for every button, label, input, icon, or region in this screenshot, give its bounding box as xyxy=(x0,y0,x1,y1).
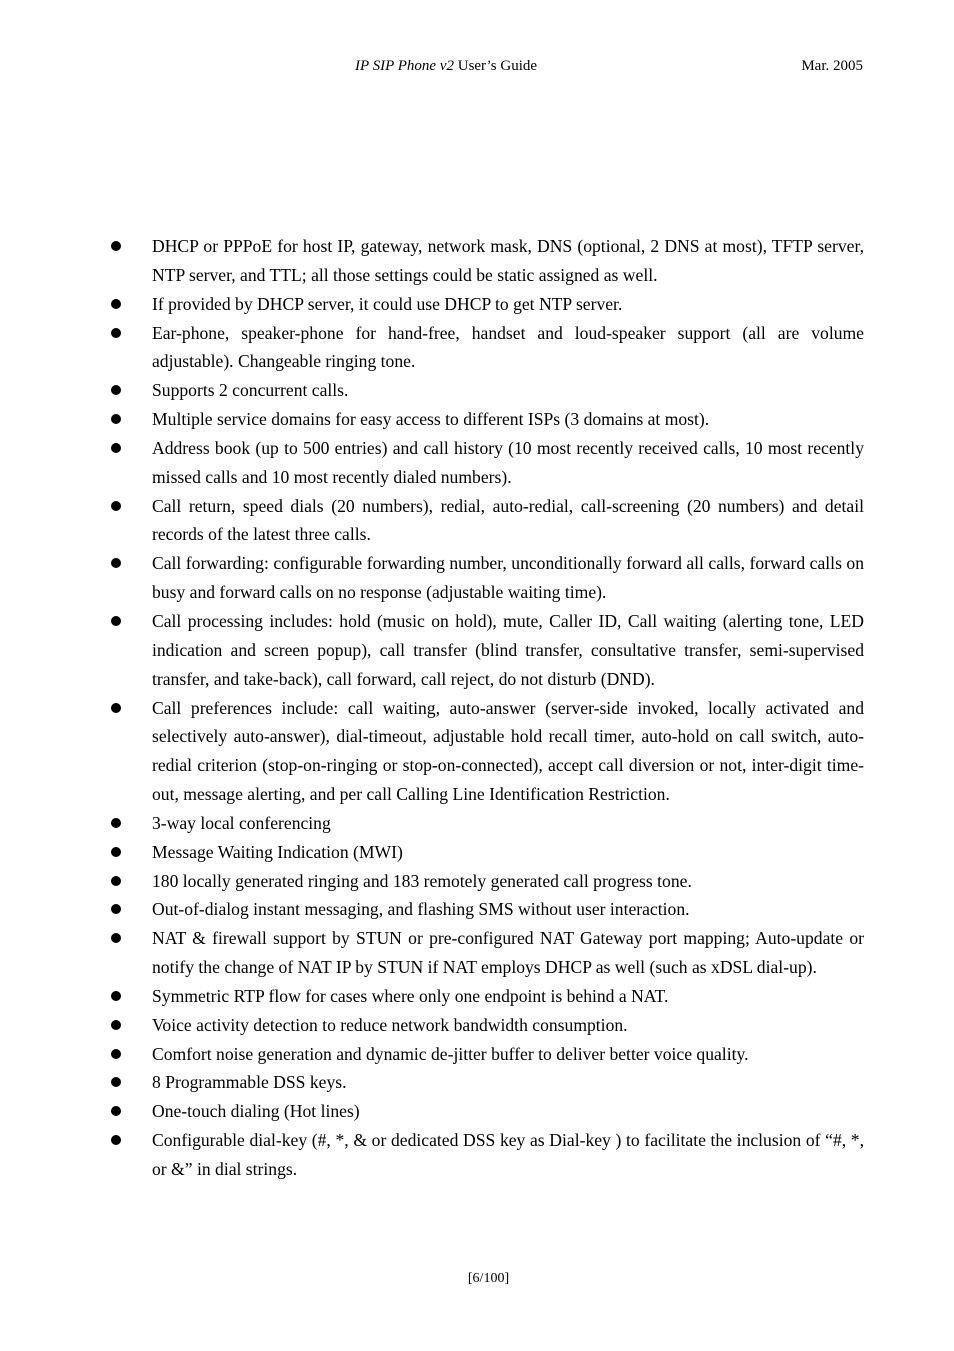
feature-list xyxy=(110,232,864,1184)
feature-text: Configurable dial-key (#, *, & or dedicated DSS key as Dial-key ) to facilitate the inclusion of “#, *, or &” in dial strings. xyxy=(152,1130,864,1179)
feature-text: Call processing includes: hold (music on hold), mute, Caller ID, Call waiting (alerting tone, LED indication and screen popup), call transfer (blind transfer, consultative transfer, semi-supervised transfer, and take-back), call forward, call reject, do not disturb (DND). xyxy=(152,610,864,689)
bullet-icon xyxy=(111,703,121,713)
bullet-icon xyxy=(111,876,121,886)
bullet-icon xyxy=(111,241,121,251)
bullet-icon xyxy=(111,1077,121,1087)
feature-item xyxy=(110,1126,864,1184)
bullet-icon xyxy=(111,1106,121,1116)
feature-item xyxy=(110,1097,864,1126)
feature-text: One-touch dialing (Hot lines) xyxy=(152,1101,360,1122)
feature-item xyxy=(110,232,864,290)
feature-item xyxy=(110,924,864,982)
page-number: [6/100] xyxy=(467,1271,510,1286)
bullet-icon xyxy=(111,616,121,626)
feature-item xyxy=(110,1040,864,1069)
bullet-icon xyxy=(111,414,121,424)
feature-text: Voice activity detection to reduce network bandwidth consumption. xyxy=(152,1014,628,1035)
feature-text: If provided by DHCP server, it could use DHCP to get NTP server. xyxy=(152,293,623,314)
bullet-icon xyxy=(111,558,121,568)
feature-item xyxy=(110,1068,864,1097)
feature-text: Supports 2 concurrent calls. xyxy=(152,380,349,401)
feature-item xyxy=(110,1011,864,1040)
feature-text: Call return, speed dials (20 numbers), redial, auto-redial, call-screening (20 numbers) and detail records of the latest three calls. xyxy=(152,495,864,545)
feature-item xyxy=(110,694,864,809)
page-header xyxy=(0,58,954,80)
feature-item xyxy=(110,809,864,838)
feature-text: Call forwarding: configurable forwarding number, unconditionally forward all calls, forward calls on busy and forward calls on no response (adjustable waiting time). xyxy=(152,553,864,603)
bullet-icon xyxy=(111,328,121,338)
bullet-icon xyxy=(111,847,121,857)
feature-text: 180 locally generated ringing and 183 remotely generated call progress tone. xyxy=(152,870,692,891)
bullet-icon xyxy=(111,1020,121,1030)
feature-text: Message Waiting Indication (MWI) xyxy=(152,841,403,862)
bullet-icon xyxy=(111,299,121,309)
feature-item xyxy=(110,492,864,550)
feature-text: Multiple service domains for easy access to different ISPs (3 domains at most). xyxy=(152,409,710,430)
title-suffix: User’s Guide xyxy=(453,58,538,74)
feature-item xyxy=(110,838,864,867)
feature-text: Address book (up to 500 entries) and call history (10 most recently received calls, 10 most recently missed calls and 10 most recently dialed numbers). xyxy=(152,437,864,487)
feature-item xyxy=(110,405,864,434)
bullet-icon xyxy=(111,933,121,943)
document-title xyxy=(0,58,892,75)
feature-text: Comfort noise generation and dynamic de-jitter buffer to deliver better voice quality. xyxy=(152,1043,749,1064)
feature-item xyxy=(110,895,864,924)
feature-text: Call preferences include: call waiting, auto-answer (server-side invoked, locally activated and selectively auto-answer), dial-timeout, adjustable hold recall timer, auto-hold on call switch, auto-redial criterion (stop-on-ringing or stop-on-connected), accept call diversion or not, inter-digit time-out, message alerting, and per call Calling Line Identification Restriction. xyxy=(152,697,864,805)
feature-text: 3-way local conferencing xyxy=(152,812,331,833)
feature-text: Out-of-dialog instant messaging, and flashing SMS without user interaction. xyxy=(152,899,690,920)
bullet-icon xyxy=(111,1135,121,1145)
feature-item xyxy=(110,867,864,896)
feature-item xyxy=(110,434,864,492)
feature-text: Ear-phone, speaker-phone for hand-free, handset and loud-speaker support (all are volume adjustable). Changeable ringing tone. xyxy=(152,322,864,372)
feature-text: NAT & firewall support by STUN or pre-configured NAT Gateway port mapping; Auto-update or notify the change of NAT IP by STUN if NAT employs DHCP as well (such as xDSL dial-up). xyxy=(152,928,864,978)
bullet-icon xyxy=(111,904,121,914)
bullet-icon xyxy=(111,501,121,511)
bullet-icon xyxy=(111,385,121,395)
product-name: IP SIP Phone v2 xyxy=(354,58,454,74)
feature-item xyxy=(110,290,864,319)
feature-text: 8 Programmable DSS keys. xyxy=(152,1072,347,1093)
feature-text: DHCP or PPPoE for host IP, gateway, network mask, DNS (optional, 2 DNS at most), TFTP server, NTP server, and TTL; all those settings could be static assigned as well. xyxy=(152,236,864,285)
bullet-icon xyxy=(111,1049,121,1059)
bullet-icon xyxy=(111,443,121,453)
feature-item xyxy=(110,982,864,1011)
feature-item xyxy=(110,376,864,405)
feature-item xyxy=(110,607,864,694)
bullet-icon xyxy=(111,991,121,1001)
feature-item xyxy=(110,319,864,377)
document-date: Mar. 2005 xyxy=(801,58,863,74)
bullet-icon xyxy=(111,818,121,828)
feature-text: Symmetric RTP flow for cases where only one endpoint is behind a NAT. xyxy=(152,985,669,1006)
feature-item xyxy=(110,549,864,607)
